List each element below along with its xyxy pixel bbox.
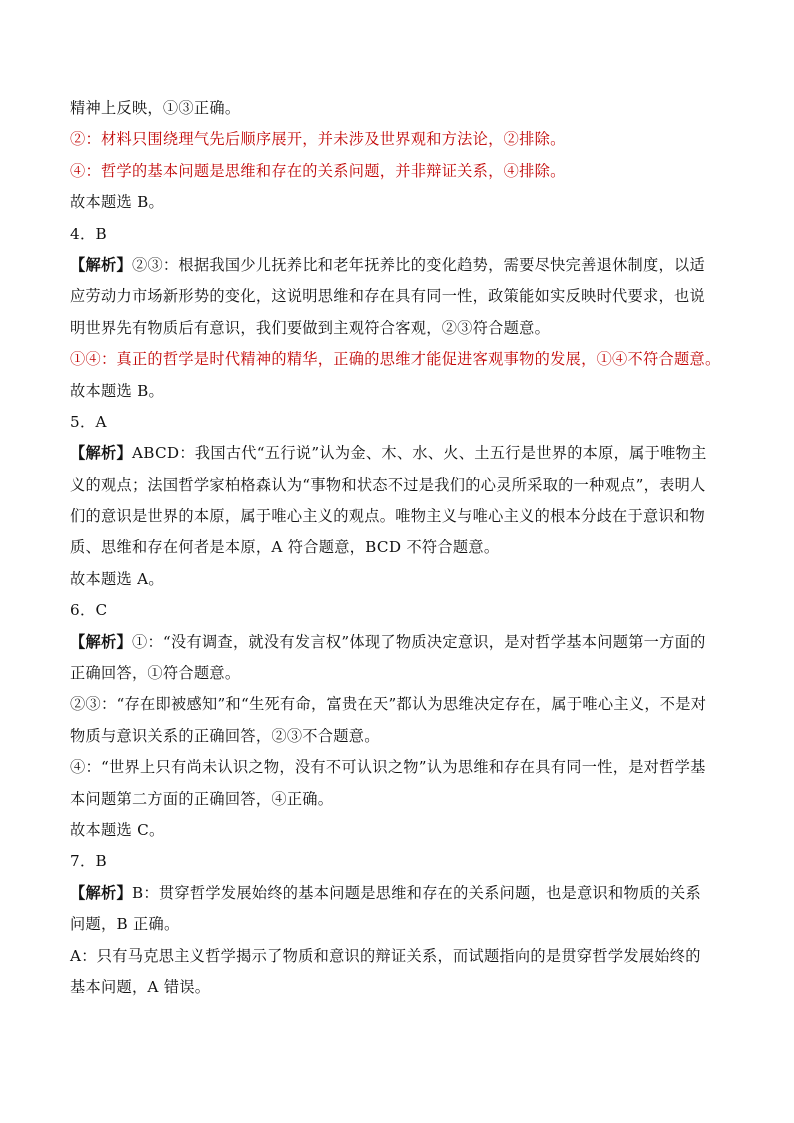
line-text: 应劳动力市场新形势的变化，这说明思维和存在具有同一性，政策能如实反映时代要求，也说 — [70, 287, 705, 306]
text-line — [70, 658, 732, 689]
text-line — [70, 93, 732, 124]
line-text: 正确回答，①符合题意。 — [70, 664, 241, 683]
text-line — [70, 124, 732, 155]
text-line — [70, 313, 732, 344]
line-text: 物质与意识关系的正确回答，②③不合题意。 — [70, 726, 380, 745]
text-line — [70, 281, 732, 312]
line-text: ①：“没有调查，就没有发言权”体现了物质决定意识，是对哲学基本问题第一方面的 — [131, 632, 706, 651]
line-text: 故本题选 B。 — [70, 193, 165, 212]
text-line — [70, 972, 732, 1003]
line-text: A：只有马克思主义哲学揭示了物质和意识的辩证关系，而试题指向的是贯穿哲学发展始终的 — [70, 946, 701, 965]
line-text: 6．C — [70, 601, 108, 620]
text-line — [70, 219, 732, 250]
text-line — [70, 784, 732, 815]
line-text: 故本题选 B。 — [70, 381, 165, 400]
analysis-label: 【解析】 — [70, 883, 132, 902]
line-text: 问题，B 正确。 — [70, 915, 180, 934]
text-line — [70, 627, 732, 658]
text-line — [70, 846, 732, 877]
text-line — [70, 909, 732, 940]
line-text: ABCD：我国古代“五行说”认为金、木、水、火、土五行是世界的本原，属于唯物主 — [131, 444, 707, 463]
text-line — [70, 156, 732, 187]
text-line — [70, 250, 732, 281]
line-text: 本问题第二方面的正确回答，④正确。 — [70, 789, 334, 808]
text-line — [70, 438, 732, 469]
line-text: 明世界先有物质后有意识，我们要做到主观符合客观，②③符合题意。 — [70, 318, 551, 337]
text-line — [70, 407, 732, 438]
line-text: 质、思维和存在何者是本原，A 符合题意，BCD 不符合题意。 — [70, 538, 500, 557]
line-text: ②③：“存在即被感知”和“生死有命，富贵在天”都认为思维决定存在，属于唯心主义，不是对 — [70, 695, 707, 714]
text-line — [70, 721, 732, 752]
analysis-label: 【解析】 — [70, 255, 132, 274]
text-line — [70, 470, 732, 501]
line-text: 7．B — [70, 852, 107, 871]
line-text: 精神上反映，①③正确。 — [70, 99, 241, 117]
line-text: ④：“世界上只有尚未认识之物，没有不可认识之物”认为思维和存在具有同一性，是对哲学基 — [70, 758, 706, 777]
line-text: 义的观点；法国哲学家柏格森认为“事物和状态不过是我们的心灵所采取的一种观点”，表明人 — [70, 475, 706, 494]
text-line — [70, 376, 732, 407]
line-text: 故本题选 C。 — [70, 820, 165, 839]
analysis-label: 【解析】 — [70, 444, 132, 463]
line-text: ②③：根据我国少儿抚养比和老年抚养比的变化趋势，需要尽快完善退休制度，以适 — [131, 255, 705, 274]
document-page — [70, 93, 732, 1003]
text-line — [70, 501, 732, 532]
line-text: B：贯穿哲学发展始终的基本问题是思维和存在的关系问题，也是意识和物质的关系 — [131, 883, 701, 902]
line-text: ④：哲学的基本问题是思维和存在的关系问题，并非辩证关系，④排除。 — [70, 161, 566, 180]
text-line — [70, 941, 732, 972]
text-line — [70, 689, 732, 720]
text-line — [70, 878, 732, 909]
text-line — [70, 532, 732, 563]
line-text: ②：材料只围绕理气先后顺序展开，并未涉及世界观和方法论，②排除。 — [70, 130, 566, 149]
text-line — [70, 815, 732, 846]
text-line — [70, 595, 732, 626]
answer-text-body — [70, 93, 732, 1003]
line-text: 们的意识是世界的本原，属于唯心主义的观点。唯物主义与唯心主义的根本分歧在于意识和物 — [70, 507, 705, 526]
line-text: 4．B — [70, 224, 107, 243]
text-line — [70, 187, 732, 218]
analysis-label: 【解析】 — [70, 632, 132, 651]
text-line — [70, 752, 732, 783]
line-text: ①④：真正的哲学是时代精神的精华，正确的思维才能促进客观事物的发展，①④不符合题意。 — [70, 350, 721, 369]
text-line — [70, 564, 732, 595]
line-text: 故本题选 A。 — [70, 569, 164, 588]
line-text: 5．A — [70, 412, 107, 431]
line-text: 基本问题，A 错误。 — [70, 977, 211, 996]
text-line — [70, 344, 732, 375]
